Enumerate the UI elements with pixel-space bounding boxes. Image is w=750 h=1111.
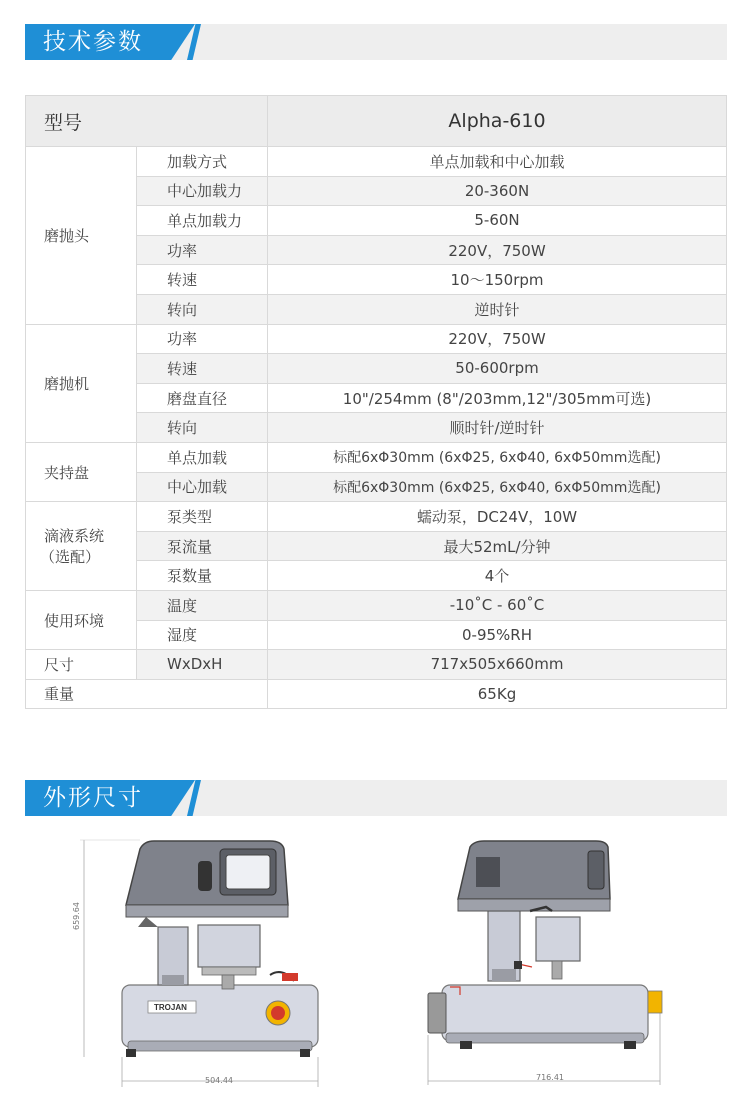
- table-row: [26, 590, 727, 620]
- param-label: 中心加载力: [137, 176, 268, 206]
- group-label: 磨抛头: [26, 147, 137, 325]
- group-label-line2: （选配）: [40, 548, 101, 567]
- table-row: [26, 502, 727, 532]
- param-label: 加载方式: [137, 147, 268, 177]
- group-label-line1: 滴液系统: [44, 527, 105, 546]
- param-value: 50-600rpm: [268, 354, 727, 384]
- height-dim-label: 659.64: [72, 902, 81, 930]
- param-label: 单点加载力: [137, 206, 268, 236]
- weight-label: 重量: [26, 679, 268, 709]
- param-label: 泵流量: [137, 531, 268, 561]
- table-row: [26, 679, 727, 709]
- param-label: 泵数量: [137, 561, 268, 591]
- group-label: 使用环境: [26, 590, 137, 649]
- group-label: [26, 502, 137, 591]
- side-base: [442, 985, 648, 1041]
- param-value: 4个: [268, 561, 727, 591]
- param-value: 220V，750W: [268, 324, 727, 354]
- param-value: 蠕动泵，DC24V，10W: [268, 502, 727, 532]
- param-value: 标配6xΦ30mm (6xΦ25, 6xΦ40, 6xΦ50mm选配): [268, 472, 727, 502]
- param-value: 逆时针: [268, 294, 727, 324]
- group-label: 夹持盘: [26, 442, 137, 501]
- table-row: [26, 650, 727, 680]
- param-label: 转向: [137, 294, 268, 324]
- param-value: 10～150rpm: [268, 265, 727, 295]
- table-row: [26, 324, 727, 354]
- param-label: 磨盘直径: [137, 383, 268, 413]
- param-label: 单点加载: [137, 442, 268, 472]
- front-width-dim-label: 504.44: [205, 1076, 233, 1085]
- model-row: [26, 96, 727, 147]
- spindle-housing: [198, 925, 260, 967]
- param-value: 最大52mL/分钟: [268, 531, 727, 561]
- vent-grille: [476, 857, 500, 887]
- section-title: 技术参数: [43, 29, 143, 55]
- section-title: 外形尺寸: [43, 785, 143, 811]
- param-label: 转速: [137, 265, 268, 295]
- param-value: 717x505x660mm: [268, 650, 727, 680]
- param-label: 转速: [137, 354, 268, 384]
- control-screen: [226, 855, 270, 889]
- param-label: 湿度: [137, 620, 268, 650]
- param-value: 标配6xΦ30mm (6xΦ25, 6xΦ40, 6xΦ50mm选配): [268, 442, 727, 472]
- param-value: 220V，750W: [268, 235, 727, 265]
- group-label: 磨抛机: [26, 324, 137, 442]
- table-row: [26, 442, 727, 472]
- side-estop: [648, 991, 662, 1013]
- side-view-drawing: [410, 835, 690, 1095]
- handle: [198, 861, 212, 891]
- param-label: 泵类型: [137, 502, 268, 532]
- model-value: Alpha-610: [268, 96, 727, 147]
- table-row: [26, 147, 727, 177]
- side-width-dim-label: 716.41: [536, 1073, 564, 1082]
- param-value: 20-360N: [268, 176, 727, 206]
- section-header-dimensions: [25, 780, 727, 816]
- param-value: 0-95%RH: [268, 620, 727, 650]
- pump-unit: [428, 993, 446, 1033]
- param-value: -10˚C - 60˚C: [268, 590, 727, 620]
- param-label: WxDxH: [137, 650, 268, 680]
- estop-button: [271, 1006, 285, 1020]
- front-view-drawing: [70, 835, 340, 1095]
- model-label: 型号: [26, 96, 268, 147]
- weight-value: 65Kg: [268, 679, 727, 709]
- section-header-specs: [25, 24, 727, 60]
- param-label: 中心加载: [137, 472, 268, 502]
- param-label: 温度: [137, 590, 268, 620]
- group-label: 尺寸: [26, 650, 137, 680]
- param-value: 单点加载和中心加载: [268, 147, 727, 177]
- brand-text: TROJAN: [154, 1003, 187, 1012]
- param-value: 5-60N: [268, 206, 727, 236]
- param-value: 10"/254mm (8"/203mm,12"/305mm可选): [268, 383, 727, 413]
- spec-table: [25, 95, 727, 709]
- param-label: 功率: [137, 324, 268, 354]
- param-label: 功率: [137, 235, 268, 265]
- param-label: 转向: [137, 413, 268, 443]
- param-value: 顺时针/逆时针: [268, 413, 727, 443]
- side-spindle: [536, 917, 580, 961]
